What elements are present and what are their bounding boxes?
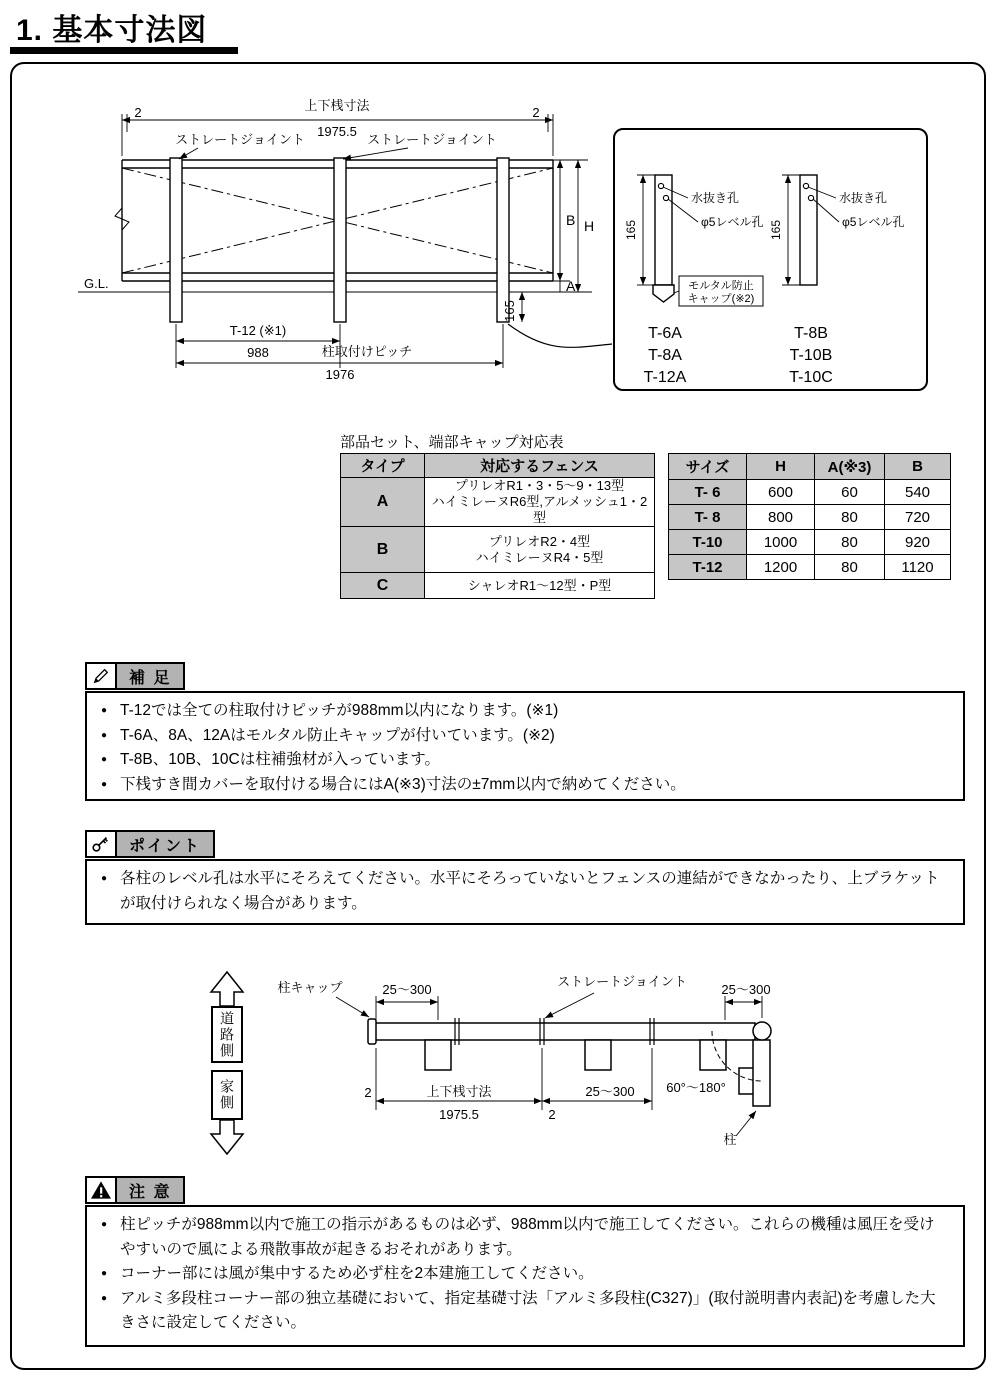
table-header-row — [669, 454, 951, 480]
fence-elevation-drawing — [70, 90, 630, 392]
rail-dim-label: 上下桟寸法 — [304, 98, 370, 113]
drain-hole-label-right: 水抜き孔 — [839, 191, 888, 205]
parts-table-caption: 部品セット、端部キャップ対応表 — [340, 434, 564, 451]
size-cell: T- 8 — [669, 505, 747, 530]
col-header-a: A(※3) — [815, 454, 885, 480]
b-cell: 1120 — [885, 555, 951, 580]
rail-dim-value: 1975.5 — [317, 124, 357, 139]
drain-hole-label-left: 水抜き孔 — [691, 191, 740, 205]
down-arrow-icon — [211, 1120, 243, 1154]
note-text: 柱ピッチが988mm以内で施工の指示があるものは必ず、988mm以内で施工してください。これらの機種は風圧を受けやすいので風による飛散事故が起きるおそれがあります。 — [120, 1216, 935, 1258]
post — [170, 158, 182, 322]
table-row — [341, 527, 655, 573]
elevation-dimension-lines — [122, 114, 612, 368]
dim-b-label: B — [566, 212, 576, 228]
fence-line: ハイミレーヌR4・5型 — [475, 549, 604, 565]
note-item — [101, 1287, 949, 1336]
fence-line: プリレオR1・3・5〜9・13型 — [454, 478, 625, 493]
post — [585, 1040, 611, 1070]
note-text: T-12では全ての柱取付けピッチが988mm以内になります。(※1) — [120, 702, 559, 719]
house-side-label: 家側 — [219, 1079, 235, 1111]
rail-dim-value: 1975.5 — [439, 1107, 479, 1122]
post-cap-label: 柱キャップ — [277, 980, 343, 995]
chui-badge-label: 注 意 — [117, 1178, 183, 1202]
size-table — [668, 453, 951, 580]
corner-rail — [753, 1040, 770, 1106]
pitch-label: 柱取付けピッチ — [321, 344, 413, 359]
road-side-box — [211, 1006, 243, 1063]
model-label: T-8B — [794, 325, 828, 342]
hosoku-box — [85, 691, 965, 801]
col-header-h: H — [747, 454, 815, 480]
post-left — [655, 175, 672, 285]
house-side-box — [211, 1070, 243, 1120]
note-item — [101, 699, 949, 724]
model-label: T-12A — [643, 369, 687, 386]
note-item — [101, 1262, 949, 1287]
corner-pivot — [753, 1022, 771, 1040]
angle-label: 60°〜180° — [666, 1080, 726, 1095]
post-detail-drawing — [615, 130, 926, 389]
mortar-cap — [653, 285, 674, 302]
point-badge-label: ポイント — [117, 832, 213, 856]
b-cell: 720 — [885, 505, 951, 530]
joint-label: ストレートジョイント — [557, 974, 687, 989]
fence-line: プリレオR2・4型 — [488, 533, 591, 549]
fence-cell — [425, 478, 655, 527]
gap-right-label: 2 — [548, 1107, 556, 1122]
note-item — [101, 867, 949, 916]
post — [334, 158, 346, 322]
a-cell: 80 — [815, 505, 885, 530]
fence-line: ハイミレーヌR6型,アルメッシュ1・2型 — [431, 494, 648, 525]
model-label: T-8A — [648, 347, 682, 364]
dim-a-label: A — [566, 278, 576, 294]
type-cell: B — [341, 527, 425, 573]
type-cell: C — [341, 573, 425, 599]
t12-note-label: T-12 (※1) — [229, 323, 287, 338]
note-text: コーナー部には風が集中するため必ず柱を2本建施工してください。 — [120, 1265, 594, 1282]
detail-callout-leader — [508, 324, 612, 347]
type-cell: A — [341, 478, 425, 527]
post-label: 柱 — [723, 1132, 737, 1147]
post-right — [800, 175, 817, 285]
col-header-fence: 対応するフェンス — [425, 454, 655, 478]
post — [425, 1040, 451, 1070]
note-item — [101, 1213, 949, 1262]
table-row — [669, 505, 951, 530]
a-cell: 80 — [815, 555, 885, 580]
road-side-label: 道路側 — [219, 1010, 235, 1059]
warning-icon — [87, 1178, 117, 1202]
dim-top-left-label: 25〜300 — [382, 982, 432, 997]
gap-left-label: 2 — [364, 1085, 372, 1100]
b-cell: 920 — [885, 530, 951, 555]
dim-1976-label: 1976 — [325, 367, 355, 382]
point-box — [85, 859, 965, 925]
rail-end-cap — [368, 1019, 376, 1044]
post — [700, 1040, 726, 1070]
chui-box — [85, 1205, 965, 1347]
post-detail-box — [613, 128, 928, 391]
table-row — [669, 555, 951, 580]
title-underline — [10, 47, 238, 54]
fence-cell — [425, 573, 655, 599]
gl-label: G.L. — [84, 276, 109, 291]
joint-label-left: ストレートジョイント — [175, 132, 305, 147]
mortar-cap-label-line2: キャップ(※2) — [687, 293, 755, 305]
col-header-size: サイズ — [669, 454, 747, 480]
post — [497, 158, 509, 322]
dim-988-label: 988 — [247, 345, 269, 360]
col-header-b: B — [885, 454, 951, 480]
fence-cell — [425, 527, 655, 573]
note-text: T-8B、10B、10Cは柱補強材が入っています。 — [120, 751, 441, 768]
key-icon — [87, 832, 117, 856]
size-cell: T- 6 — [669, 480, 747, 505]
dim-165-left-label: 165 — [624, 219, 638, 241]
mortar-cap-label-line1: モルタル防止 — [688, 280, 754, 292]
note-text: 各柱のレベル孔は水平にそろえてください。水平にそろっていないとフェンスの連結ができなかったり、上ブラケットが取付けられなく場合があります。 — [120, 870, 940, 912]
page-title: 1. 基本寸法図 — [16, 14, 208, 47]
dim-gap-left-label: 2 — [134, 105, 142, 120]
dim-h-label: H — [584, 218, 595, 234]
h-cell: 800 — [747, 505, 815, 530]
b-cell: 540 — [885, 480, 951, 505]
level-hole-label-left: φ5レベル孔 — [701, 215, 764, 229]
dim-165-label: 165 — [502, 300, 517, 322]
dim-gap-right-label: 2 — [532, 105, 540, 120]
fence-line: シャレオR1〜12型・P型 — [467, 577, 612, 593]
model-label: T-10B — [789, 347, 833, 364]
parts-cap-table — [340, 453, 655, 599]
note-text: T-6A、8A、12Aはモルタル防止キャップが付いています。(※2) — [120, 726, 555, 744]
note-item — [101, 724, 949, 749]
top-rail — [375, 1023, 755, 1040]
h-cell: 1200 — [747, 555, 815, 580]
h-cell: 600 — [747, 480, 815, 505]
table-row — [341, 478, 655, 527]
note-item — [101, 748, 949, 773]
fence-panel — [78, 158, 595, 322]
joint-label-right: ストレートジョイント — [367, 132, 497, 147]
col-header-type: タイプ — [341, 454, 425, 478]
model-label: T-10C — [789, 369, 833, 386]
dim-165-right-label: 165 — [769, 219, 783, 241]
note-text: 下桟すき間カバーを取付ける場合にはA(※3)寸法の±7mm以内で納めてください。 — [120, 775, 686, 793]
up-arrow-icon — [211, 972, 243, 1006]
chui-badge — [85, 1176, 185, 1204]
hosoku-badge — [85, 662, 185, 690]
a-cell: 80 — [815, 530, 885, 555]
dim-bottom-label: 25〜300 — [585, 1084, 635, 1099]
h-cell: 1000 — [747, 530, 815, 555]
size-cell: T-12 — [669, 555, 747, 580]
table-row — [669, 530, 951, 555]
table-header-row — [341, 454, 655, 478]
note-text: アルミ多段柱コーナー部の独立基礎において、指定基礎寸法「アルミ多段柱(C327)」(取付説明書内表記)を考慮した大きさに設定してください。 — [120, 1289, 936, 1331]
model-label: T-6A — [648, 325, 682, 342]
rail-dim-label: 上下桟寸法 — [426, 1084, 492, 1099]
size-cell: T-10 — [669, 530, 747, 555]
table-row — [669, 480, 951, 505]
hosoku-badge-label: 補 足 — [117, 664, 183, 688]
pencil-icon — [87, 664, 117, 688]
level-hole-label-right: φ5レベル孔 — [842, 215, 905, 229]
plan-view-drawing — [190, 958, 985, 1168]
table-row — [341, 573, 655, 599]
a-cell: 60 — [815, 480, 885, 505]
note-item — [101, 773, 949, 798]
dim-top-right-label: 25〜300 — [721, 982, 771, 997]
point-badge — [85, 830, 215, 858]
